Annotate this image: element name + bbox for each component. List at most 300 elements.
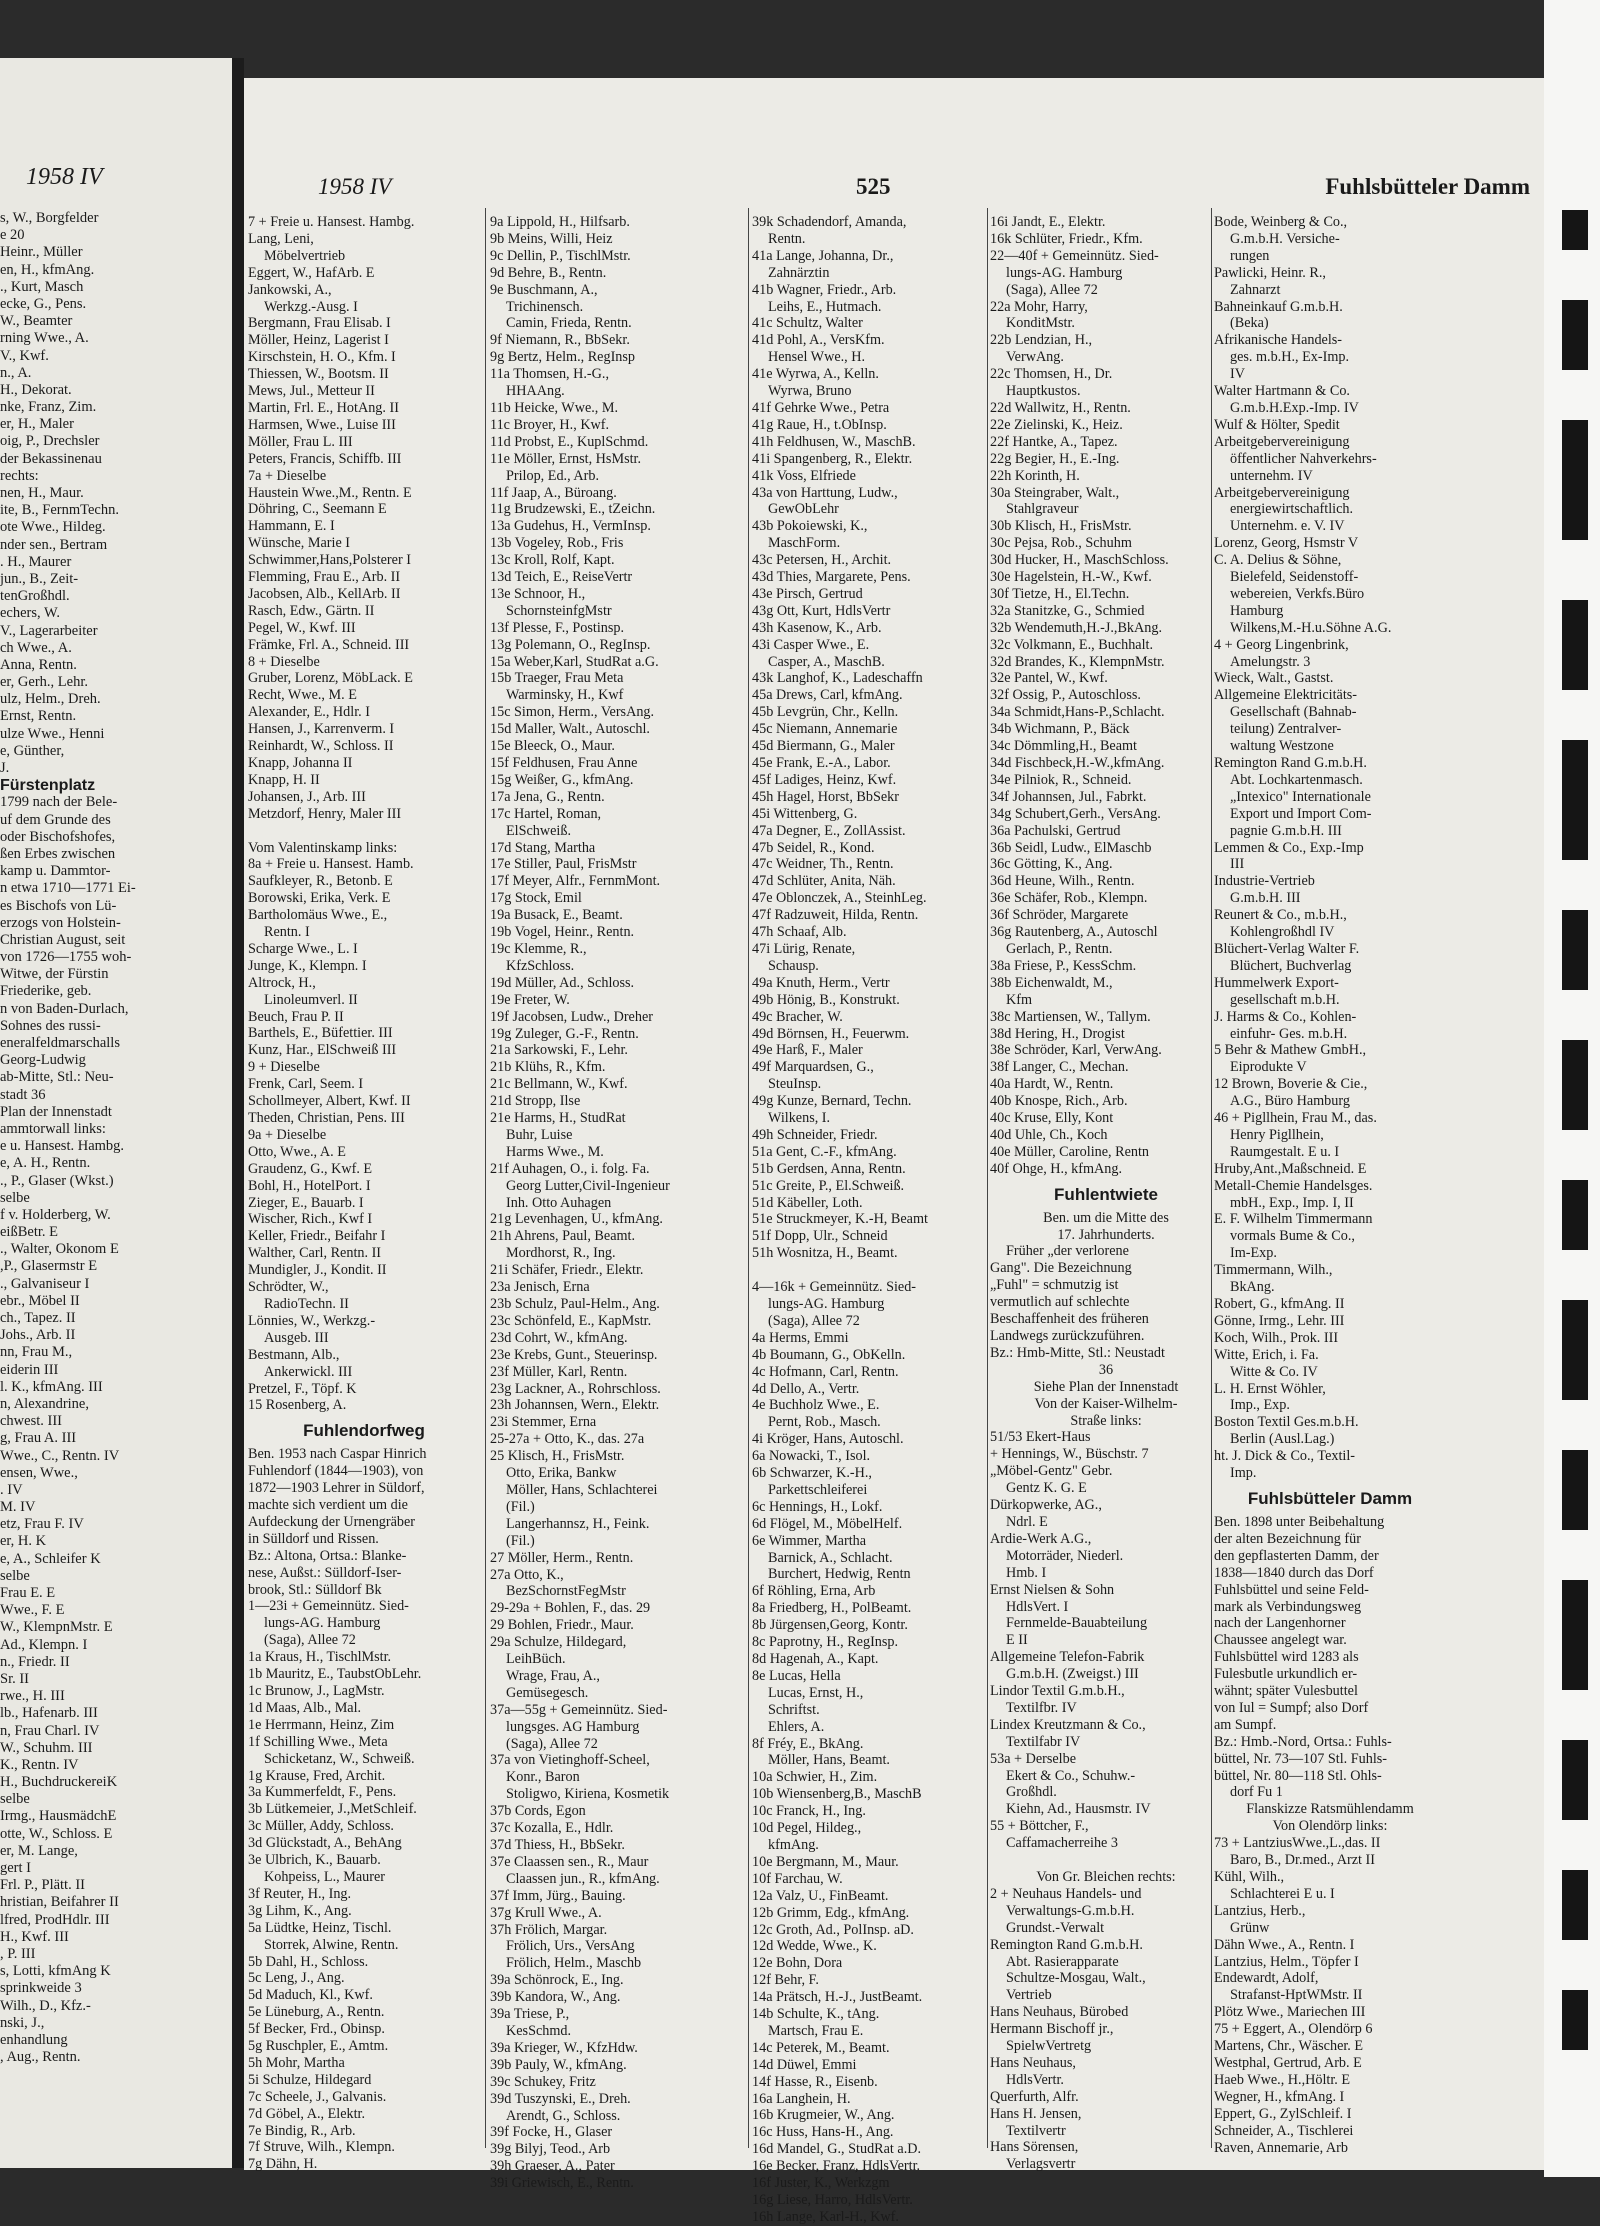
directory-entry: Grünw [1230,1919,1270,1936]
directory-entry: Alexander, E., Hdlr. I [248,704,370,721]
directory-entry: 37b Cords, Egon [490,1803,586,1820]
directory-entry: 49a Knuth, Herm., Vertr [752,974,890,991]
directory-entry: 16i Jandt, E., Elektr. [990,214,1106,230]
directory-entry: Bz.: Hmb-Mitte, Stl.: Neustadt [990,1344,1165,1361]
directory-entry: ulze Wwe., Henni [0,725,105,742]
directory-entry: Ardie-Werk A.G., [990,1530,1092,1547]
directory-entry: 51c Greite, P., El.Schweiß. [752,1177,905,1194]
directory-entry: 4a Herms, Emmi [752,1329,849,1346]
directory-entry: Kfm [1006,991,1033,1008]
directory-entry: 17g Stock, Emil [490,890,582,907]
directory-entry: Thiessen, W., Bootsm. II [248,366,389,383]
directory-entry: Claassen jun., R., kfmAng. [506,1870,660,1887]
directory-entry: lb., Hafenarb. III [0,1705,98,1722]
directory-entry: lungs-AG. Hamburg [1006,264,1123,281]
directory-entry: den gepflasterten Damm, der [1214,1547,1379,1564]
directory-entry: SchornsteinfgMstr [506,602,612,619]
directory-entry: 10f Farchau, W. [752,1870,843,1887]
directory-entry: 22c Thomsen, H., Dr. [990,366,1113,383]
index-tab [1562,910,1588,990]
directory-entry: 45i Wittenberg, G. [752,805,858,822]
column-divider [485,208,486,2148]
directory-entry: ., P., Glaser (Wkst.) [0,1172,114,1189]
directory-entry: Metzdorf, Henry, Maler III [248,805,402,822]
directory-entry: Bestmann, Alb., [248,1346,340,1363]
directory-entry: Früher „der verlorene [1006,1243,1129,1260]
directory-entry: Wegner, H., kfmAng. I [1214,2088,1345,2105]
directory-entry: 45c Niemann, Annemarie [752,721,898,738]
directory-entry: wähnt; später Vulesbuttel [1214,1683,1358,1700]
directory-entry: 41a Lange, Johanna, Dr., [752,247,894,264]
directory-entry: 17d Stang, Martha [490,839,596,856]
directory-entry: 8a Friedberg, H., PolBeamt. [752,1600,912,1617]
directory-entry: ., Walter, Okonom E [0,1241,119,1258]
directory-entry: Werkzg.-Ausg. I [264,298,358,315]
directory-entry: 5 Behr & Mathew GmbH., [1214,1042,1367,1059]
directory-entry: 39h Graeser, A., Pater [490,2158,615,2175]
index-tab [1562,300,1588,370]
directory-entry: Scharge Wwe., L. I [248,940,358,957]
directory-entry: 41i Spangenberg, R., Elektr. [752,450,913,467]
directory-note: Von Gr. Bleichen rechts: [1036,1868,1176,1885]
directory-entry: 55 + Böttcher, F., [990,1818,1089,1835]
directory-entry: Kohpeiss, L., Maurer [264,1868,385,1885]
directory-entry: Mordhorst, R., Ing. [506,1245,616,1262]
directory-entry: 14c Peterek, M., Beamt. [752,2039,890,2056]
directory-entry: Wyrwa, Bruno [768,383,852,400]
directory-entry: Zahnarzt [1230,281,1281,298]
directory-entry: Afrikanische Handels- [1214,332,1343,349]
directory-entry: 49d Börnsen, H., Feuerwm. [752,1025,910,1042]
directory-entry: 11f Jaap, A., Büroang. [490,484,617,501]
directory-entry: 43a von Harttung, Ludw., [752,484,898,501]
directory-entry: Rentn. [768,230,806,247]
directory-entry: 7a + Dieselbe [248,467,327,484]
directory-entry: Heinr., Müller [0,244,83,261]
directory-entry: 22b Lendzian, H., [990,332,1093,349]
directory-entry: selbe [0,1189,30,1206]
directory-entry: 45d Biermann, G., Maler [752,738,895,755]
directory-entry: 38e Schröder, Karl, VerwAng. [990,1042,1162,1059]
directory-entry: mark als Verbindungsweg [1214,1598,1362,1615]
directory-entry: er, H. K [0,1533,47,1550]
directory-entry: 38f Langer, C., Mechan. [990,1059,1129,1076]
directory-entry: 40d Uhle, Ch., Koch [990,1126,1108,1143]
directory-entry: Fuhlendorf (1844—1903), von [248,1463,424,1480]
directory-entry: 10e Bergmann, M., Maur. [752,1853,899,1870]
directory-entry: ite, B., FernmTechn. [0,502,119,519]
directory-entry: 32a Stanitzke, G., Schmied [990,602,1145,619]
directory-entry: Lindex Kreutzmann & Co., [990,1716,1146,1733]
directory-entry: Metall-Chemie Handelsges. [1214,1177,1373,1194]
directory-entry: Mews, Jul., Metteur II [248,383,375,400]
directory-entry: Schriftst. [768,1701,820,1718]
directory-entry: 19b Vogel, Heinr., Rentn. [490,924,635,941]
directory-entry: Plan der Innenstadt [0,1103,112,1120]
directory-entry: 51f Dopp, Ulr., Schneid [752,1228,888,1245]
directory-entry: Grundst.-Verwalt [1006,1919,1105,1936]
directory-entry: M. IV [0,1499,36,1516]
directory-entry: tenGroßhdl. [0,588,70,605]
directory-entry: 34b Wichmann, P., Bäck [990,721,1130,738]
directory-entry: Beuch, Frau P. II [248,1008,344,1025]
directory-entry: kfmAng. [768,1836,819,1853]
directory-entry: 34d Fischbeck,H.-W.,kfmAng. [990,755,1165,771]
directory-entry: e, A., Schleifer K [0,1550,101,1567]
directory-entry: Textilfabr IV [1006,1733,1081,1750]
directory-entry: Chaussee angelegt war. [1214,1632,1347,1649]
directory-note: Von der Kaiser-Wilhelm- [1034,1395,1178,1412]
directory-entry: Ben. 1953 nach Caspar Hinrich [248,1446,427,1463]
directory-entry: 7d Göbel, A., Elektr. [248,2105,366,2122]
directory-entry: 23b Schulz, Paul-Helm., Ang. [490,1296,660,1312]
directory-entry: Berlin (Ausl.Lag.) [1230,1431,1335,1448]
directory-entry: Baro, B., Dr.med., Arzt II [1230,1852,1375,1869]
directory-entry: 36g Rautenberg, A., Autoschl [990,924,1158,941]
directory-entry: 22h Korinth, H. [990,467,1080,484]
directory-entry: 8f Fréy, E., BkAng. [752,1735,864,1752]
directory-entry: Möller, Hans, Schlachterei [506,1481,658,1498]
directory-entry: 53a + Derselbe [990,1750,1076,1767]
directory-entry: pagnie G.m.b.H. III [1230,822,1342,839]
directory-entry: Barnick, A., Schlacht. [768,1549,893,1566]
directory-entry: Arendt, G., Schloss. [506,2107,621,2124]
directory-entry: 23f Müller, Karl, Rentn. [490,1363,628,1380]
column-3 [752,214,984,2225]
directory-entry: 40f Ohge, H., kfmAng. [990,1160,1123,1177]
directory-entry: W., Beamter [0,313,73,330]
directory-entry: 36f Schröder, Margarete [990,907,1129,924]
directory-entry: 19f Jacobsen, Ludw., Dreher [490,1008,653,1025]
directory-entry: 9c Dellin, P., TischlMstr. [490,247,631,264]
directory-entry: 36d Heune, Wilh., Rentn. [990,873,1135,890]
directory-entry: eißBetr. E [0,1224,58,1241]
directory-entry: . IV [0,1481,23,1498]
directory-entry: Wulf & Hölter, Spedit [1214,416,1340,433]
index-tab [1562,1990,1588,2050]
directory-entry: Harms Wwe., M. [506,1143,604,1160]
directory-entry: 49c Bracher, W. [752,1008,843,1025]
directory-entry: 3e Ulbrich, K., Bauarb. [248,1852,381,1869]
directory-entry: 75 + Eggert, A., Olendörp 6 [1214,2021,1373,2038]
directory-entry: Schlachterei E u. I [1230,1885,1335,1902]
directory-entry: Stahlgraveur [1006,501,1079,518]
index-tab [1562,210,1588,250]
directory-entry: 23i Stemmer, Erna [490,1414,597,1431]
directory-entry: Leihs, E., Hutmach. [768,298,882,315]
directory-entry: dorf Fu 1 [1230,1784,1283,1801]
directory-entry: 7 + Freie u. Hansest. Hambg. [248,214,415,230]
directory-entry: 3f Reuter, H., Ing. [248,1885,352,1902]
directory-entry: von Iul = Sumpf; also Dorf [1214,1699,1369,1716]
directory-entry: Ankerwickl. III [264,1363,353,1380]
directory-note: Siehe Plan der Innenstadt [1033,1378,1179,1395]
directory-entry: H., Dekorat. [0,381,72,398]
directory-entry: Recht, Wwe., M. E [248,687,357,704]
directory-entry: 10a Schwier, H., Zim. [752,1769,878,1786]
directory-entry: 4—16k + Gemeinnütz. Sied- [752,1279,917,1296]
directory-entry: 37g Krull Wwe., A. [490,1904,602,1921]
directory-entry [990,1852,1222,1869]
directory-entry: nski, J., [0,2014,45,2031]
directory-entry: 14d Düwel, Emmi [752,2056,857,2073]
directory-entry: ßen Erbes zwischen [0,845,116,862]
directory-entry: Lemmen & Co., Exp.-Imp [1214,839,1364,856]
directory-entry: der Bekassinenau [0,450,102,467]
directory-entry: Motorräder, Niederl. [1006,1547,1124,1564]
directory-entry: Schneider, A., Tischlerei [1214,2122,1354,2139]
directory-entry: Anna, Rentn. [0,656,77,673]
directory-entry: Im-Exp. [1230,1245,1277,1262]
directory-entry: G.m.b.H. III [1230,890,1301,907]
directory-entry: 9 + Dieselbe [248,1059,320,1076]
directory-entry: 13a Gudehus, H., VermInsp. [490,518,651,535]
directory-entry: IV [1230,366,1245,383]
directory-entry: Möller, Hans, Beamt. [768,1752,890,1769]
directory-entry: Ben. 1898 unter Beibehaltung [1214,1513,1385,1530]
directory-entry: 51/53 Ekert-Haus [990,1429,1091,1446]
directory-entry: 30f Tietze, H., El.Techn. [990,585,1130,602]
directory-entry: 8b Jürgensen,Georg, Kontr. [752,1617,908,1634]
directory-entry: 6e Wimmer, Martha [752,1532,867,1549]
directory-entry: n, Frau Charl. IV [0,1722,100,1739]
directory-entry: Pawlicki, Heinr. R., [1214,264,1326,281]
directory-entry: 16b Krugmeier, W., Ang. [752,2107,895,2124]
directory-entry: 8d Hagenah, A., Kapt. [752,1651,879,1668]
directory-entry: 43g Ott, Kurt, HdlsVertr [752,602,891,619]
directory-entry: Möller, Heinz, Lagerist I [248,332,389,349]
directory-entry: Amelungstr. 3 [1230,653,1311,670]
directory-entry: 8a + Freie u. Hansest. Hamb. [248,856,414,873]
directory-entry: 16e Becker, Franz, HdlsVertr. [752,2158,921,2175]
directory-entry: e u. Hansest. Hambg. [0,1138,125,1155]
directory-entry: 40c Kruse, Elly, Kont [990,1110,1114,1127]
directory-entry: H., BuchdruckereiK [0,1774,118,1791]
directory-entry: Schicketanz, W., Schweiß. [264,1750,415,1767]
directory-entry: Witte & Co. IV [1230,1363,1318,1380]
directory-entry: ulz, Helm., Dreh. [0,691,101,708]
directory-entry: 15d Maller, Walt., Autoschl. [490,721,650,738]
directory-entry: Querfurth, Alfr. [990,2088,1079,2105]
directory-entry: Lönnies, W., Werkzg.- [248,1312,376,1329]
directory-entry: Camin, Frieda, Rentn. [506,315,632,332]
directory-entry: uf dem Grunde des [0,811,111,828]
directory-entry: selbe [0,1791,30,1808]
directory-note: 17. Jahrhunderts. [1057,1226,1155,1243]
directory-entry: Abt. Rasierapparate [1006,1953,1119,1970]
directory-entry: Martin, Frl. E., HotAng. II [248,399,399,416]
directory-entry: n etwa 1710—1771 Ei- [0,880,136,897]
directory-entry: Blüchert, Buchverlag [1230,957,1352,974]
directory-entry: e 20 [0,227,25,244]
directory-entry: GewObLehr [768,501,839,518]
directory-entry: 16g Liese, Harro, HdlsVertr. [752,2192,913,2209]
directory-entry: 7f Struve, Wilh., Klempn. [248,2139,395,2156]
directory-entry: SteuInsp. [768,1076,822,1093]
directory-entry: 37e Claassen sen., R., Maur [490,1853,649,1870]
directory-entry: 9a Lippold, H., Hilfsarb. [490,214,630,230]
directory-entry: 37a von Vietinghoff-Scheel, [490,1752,650,1769]
directory-note: Ben. um die Mitte des [1043,1209,1169,1226]
directory-entry: Reinhardt, W., Schloss. II [248,738,394,755]
directory-entry: 49g Kunze, Bernard, Techn. [752,1093,912,1110]
directory-entry: 49h Schneider, Friedr. [752,1126,878,1143]
directory-entry: 47i Lürig, Renate, [752,940,856,957]
left-page [0,58,232,2168]
directory-entry: Allgemeine Telefon-Fabrik [990,1649,1145,1666]
directory-entry: 21i Schäfer, Friedr., Elektr. [490,1262,644,1279]
directory-entry: Wischer, Rich., Kwf I [248,1211,373,1228]
directory-entry: 39a Schönrock, E., Ing. [490,1972,624,1989]
directory-entry: G.m.b.H.Exp.-Imp. IV [1230,399,1359,416]
index-tab [1562,1870,1588,1940]
directory-entry: Pernt, Rob., Masch. [768,1414,881,1431]
directory-entry: Georg Lutter,Civil-Ingenieur [506,1177,670,1194]
directory-entry: nke, Franz, Zim. [0,399,97,416]
directory-entry: 1—23i + Gemeinnütz. Sied- [248,1598,409,1615]
directory-entry: Frölich, Helm., Maschb [506,1955,642,1972]
directory-entry: es Bischofs von Lü- [0,897,117,914]
directory-entry: 13c Kroll, Rolf, Kapt. [490,552,615,569]
directory-entry: 8 + Dieselbe [248,653,320,670]
directory-entry: 8c Paprotny, H., RegInsp. [752,1634,899,1651]
directory-entry: ecke, G., Pens. [0,295,87,312]
directory-entry: Bode, Weinberg & Co., [1214,214,1348,230]
directory-entry: W., Schuhm. III [0,1739,93,1756]
directory-entry: 45h Hagel, Horst, BbSekr [752,788,899,805]
directory-note: Straße links: [1070,1412,1142,1429]
directory-entry: 47a Degner, E., ZollAssist. [752,822,906,839]
directory-entry: unternehm. IV [1230,467,1313,484]
directory-entry: Pegel, W., Kwf. III [248,619,356,636]
directory-entry: 17f Meyer, Alfr., FernmMont. [490,873,661,890]
directory-entry: 6f Röhling, Erna, Arb [752,1583,876,1600]
index-tab [1562,1040,1588,1130]
directory-entry: Hummelwerk Export- [1214,974,1339,991]
directory-entry: 32d Brandes, K., KlempnMstr. [990,653,1165,670]
directory-entry: etz, Frau F. IV [0,1516,84,1533]
directory-entry: Borowski, Erika, Verk. E [248,890,391,907]
directory-entry: + Hennings, W., Büschstr. 7 [990,1446,1149,1463]
directory-entry: Kühl, Wilh., [1214,1869,1285,1885]
directory-entry: 21g Levenhagen, U., kfmAng. [490,1211,663,1228]
directory-entry: en, H., kfmAng. [0,261,95,278]
directory-entry: 4c Hofmann, Carl, Rentn. [752,1363,899,1380]
directory-note: Von Olendörp links: [1272,1818,1388,1835]
directory-entry: Christian August, seit [0,931,126,948]
directory-entry: Otto, Erika, Bankw [506,1465,617,1482]
directory-entry: G.m.b.H. (Zweigst.) III [1006,1666,1139,1683]
directory-entry: Hans Neuhaus, [990,2054,1076,2071]
directory-entry: 19c Klemme, R., [490,940,587,957]
directory-entry: 41b Wagner, Friedr., Arb. [752,281,897,298]
directory-entry: 12f Behr, F. [752,1972,819,1989]
directory-entry: Knapp, Johanna II [248,755,353,771]
directory-entry: Eggert, W., HafArb. E [248,264,375,281]
directory-entry: Gerlach, P., Rentn. [1006,940,1113,957]
directory-entry: 12d Wedde, Wwe., K. [752,1938,877,1955]
directory-entry: mbH., Exp., Imp. I, II [1230,1194,1354,1211]
directory-entry: 4e Buchholz Wwe., E. [752,1397,880,1414]
directory-entry: öffentlicher Nahverkehrs- [1230,450,1377,467]
directory-entry: 46 + Pigllhein, Frau M., das. [1214,1110,1377,1127]
directory-entry: 39k Schadendorf, Amanda, [752,214,907,230]
directory-entry: enhandlung [0,2031,68,2048]
directory-entry: g, Frau A. III [0,1430,77,1447]
directory-entry: Ernst, Rentn. [0,708,77,725]
directory-entry: Georg-Ludwig [0,1052,86,1069]
directory-entry: 21d Stropp, Ilse [490,1093,581,1110]
directory-entry: 39c Schukey, Fritz [490,2073,596,2090]
directory-entry: 21a Sarkowski, F., Lehr. [490,1042,628,1059]
directory-entry: Lantzius, Helm., Töpfer I [1214,1953,1359,1970]
directory-entry: Döhring, C., Seemann E [248,501,387,518]
directory-entry: 15g Weißer, G., kfmAng. [490,771,634,788]
directory-entry: 14f Hasse, R., Eisenb. [752,2073,878,2090]
directory-entry: 41d Pohl, A., VersKfm. [752,332,885,349]
directory-entry: ., Kurt, Masch [0,278,84,295]
directory-entry: Schrödter, W., [248,1279,329,1296]
directory-entry: büttel, Nr. 73—107 Stl. Fuhls- [1214,1750,1388,1767]
index-tab [1562,420,1588,540]
directory-entry: erzogs von Holstein- [0,914,121,931]
directory-entry: 12 Brown, Boverie & Cie., [1214,1076,1368,1093]
directory-entry: kamp u. Dammtor- [0,863,111,880]
directory-entry: 21f Auhagen, O., i. folg. Fa. [490,1160,650,1177]
directory-entry: ote Wwe., Hildeg. [0,519,106,536]
directory-entry: Dürkopwerke, AG., [990,1497,1102,1514]
directory-entry: Johansen, J., Arb. III [248,788,366,805]
directory-entry: 4 + Georg Lingenbrink, [1214,636,1349,653]
directory-entry: 32e Pantel, W., Kwf. [990,670,1108,687]
directory-entry: n., Friedr. II [0,1653,70,1670]
directory-entry: Knapp, H. II [248,771,320,788]
directory-entry: Harmsen, Wwe., Luise III [248,416,396,433]
directory-entry: brook, Stl.: Sülldorf Bk [248,1581,382,1598]
directory-entry: 7e Bindig, R., Arb. [248,2122,356,2139]
directory-entry: 19g Zuleger, G.-F., Rentn. [490,1025,639,1042]
directory-entry: Timmermann, Wilh., [1214,1262,1333,1279]
directory-entry: HdlsVert. I [1006,1598,1069,1615]
directory-entry: 12b Grimm, Edg., kfmAng. [752,1904,910,1921]
directory-entry: 47d Schlüter, Anita, Näh. [752,873,896,890]
directory-entry: energiewirtschaftlich. [1230,501,1354,518]
directory-entry: Textilvertr [1006,2122,1066,2139]
directory-entry: (Saga), Allee 72 [1006,281,1098,298]
directory-entry: 23e Krebs, Gunt., Steuerinsp. [490,1346,658,1363]
index-tab [1562,740,1588,860]
directory-entry: Gentz K. G. E [1006,1480,1087,1497]
directory-entry: 5i Schulze, Hildegard [248,2071,372,2088]
directory-entry: teilung) Zentralver- [1230,721,1342,738]
directory-entry: Trichinensch. [506,298,584,315]
directory-entry: 47c Weidner, Th., Rentn. [752,856,894,873]
directory-entry: Witte, Erich, i. Fa. [1214,1346,1319,1363]
directory-entry: Lang, Leni, [248,230,314,247]
directory-entry: 22f Hantke, A., Tapez. [990,433,1118,450]
directory-entry: 5b Dahl, H., Schloss. [248,1953,369,1970]
directory-entry: vermutlich auf schlechte [990,1294,1130,1311]
directory-entry: Parkettschleiferei [768,1481,868,1498]
directory-entry: Arbeitgebervereinigung [1214,484,1350,501]
directory-entry: 37f Imm, Jürg., Bauing. [490,1887,626,1904]
directory-entry: s, W., Borgfelder [0,210,99,226]
column-divider [1211,208,1212,2148]
street-heading: Fuhlendorfweg [303,1421,425,1441]
directory-entry: Industrie-Vertrieb [1214,873,1315,890]
directory-entry: Hmb. I [1006,1564,1047,1581]
directory-entry: Vom Valentinskamp links: [248,839,398,856]
